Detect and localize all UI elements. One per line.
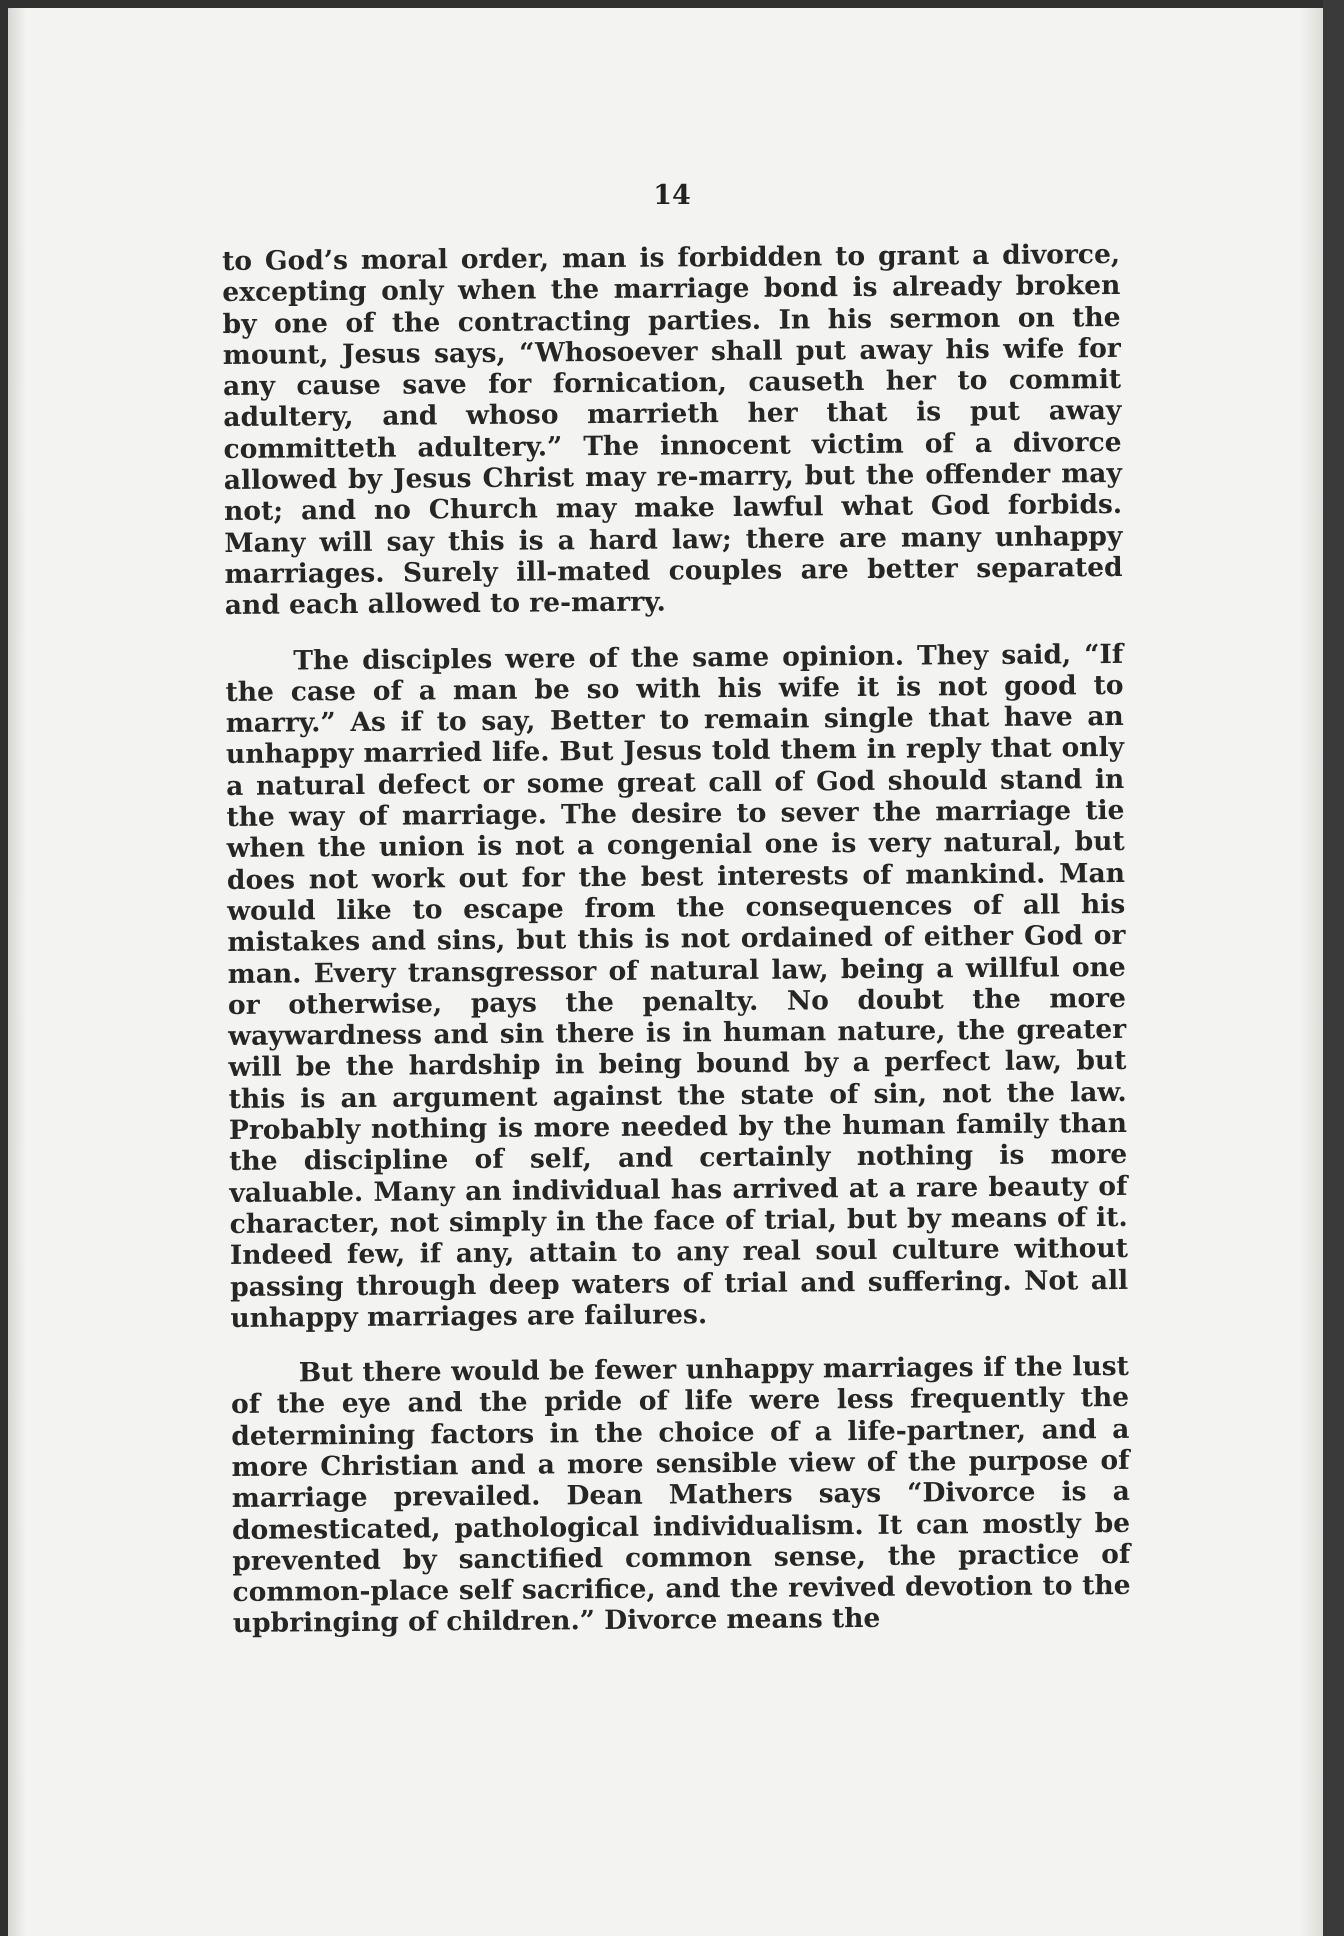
book-spine-edge (1323, 0, 1344, 1936)
page-right-shadow (1300, 8, 1323, 1936)
page-left-shadow (8, 8, 26, 1936)
body-text (222, 239, 1131, 1664)
paragraph-2: The disciples were of the same opinion. They said, “If the case of a man be so with his wife it is not good to marry.” As if to say, Better to remain single that have an unhappy married life. But Jesus told them in reply that only a natural defect or some great call of God should stand in the way of marriage. The desire to sever the marriage tie when the union is not a congenial one is very natural, but does not work out for the best interests of mankind. Man would like to escape from the consequences of all his mistakes and sins, but this is not ordained of either God or man. Every transgressor of natural law, being a willful one or otherwise, pays the penalty. No doubt the more waywardness and sin there is in human nature, the greater will be the hardship in being bound by a perfect law, but this is an argument against the state of sin, not the law. Probably nothing is more needed by the human family than the discipline of self, and certainly nothing is more valuable. Many an individual has arrived at a rare beauty of character, not simply in the face of trial, but by means of it. Indeed few, if any, attain to any real soul culture without passing through deep waters of trial and suffering. Not all unhappy marriages are failures. (225, 638, 1129, 1334)
paragraph-3: But there would be fewer unhappy marriages if the lust of the eye and the pride of life were less frequently the determining factors in the choice of a life-partner, and a more Christian and a more sensible view of the purpose of marriage prevailed. Dean Mathers says “Divorce is a domesticated, pathological individualism. It can mostly be prevented by sanctified common sense, the practice of common-place self sacrifice, and the revived devotion to the upbringing of children.” Divorce means the (230, 1351, 1131, 1640)
page-number: 14 (653, 180, 691, 211)
paragraph-1: to God’s moral order, man is forbidden to grant a divorce, excepting only when the marriage bond is already broken by one of the contracting parties. In his sermon on the mount, Jesus says, “Whosoever shall put away his wife for any cause save for fornication, causeth her to commit adultery, and whoso marrieth her that is put away committeth adultery.” The innocent victim of a divorce allowed by Jesus Christ may re-marry, but the offender may not; and no Church may make lawful what God forbids. Many will say this is a hard law; there are many unhappy marriages. Surely ill-mated couples are better separated and each allowed to re-marry. (222, 238, 1123, 622)
